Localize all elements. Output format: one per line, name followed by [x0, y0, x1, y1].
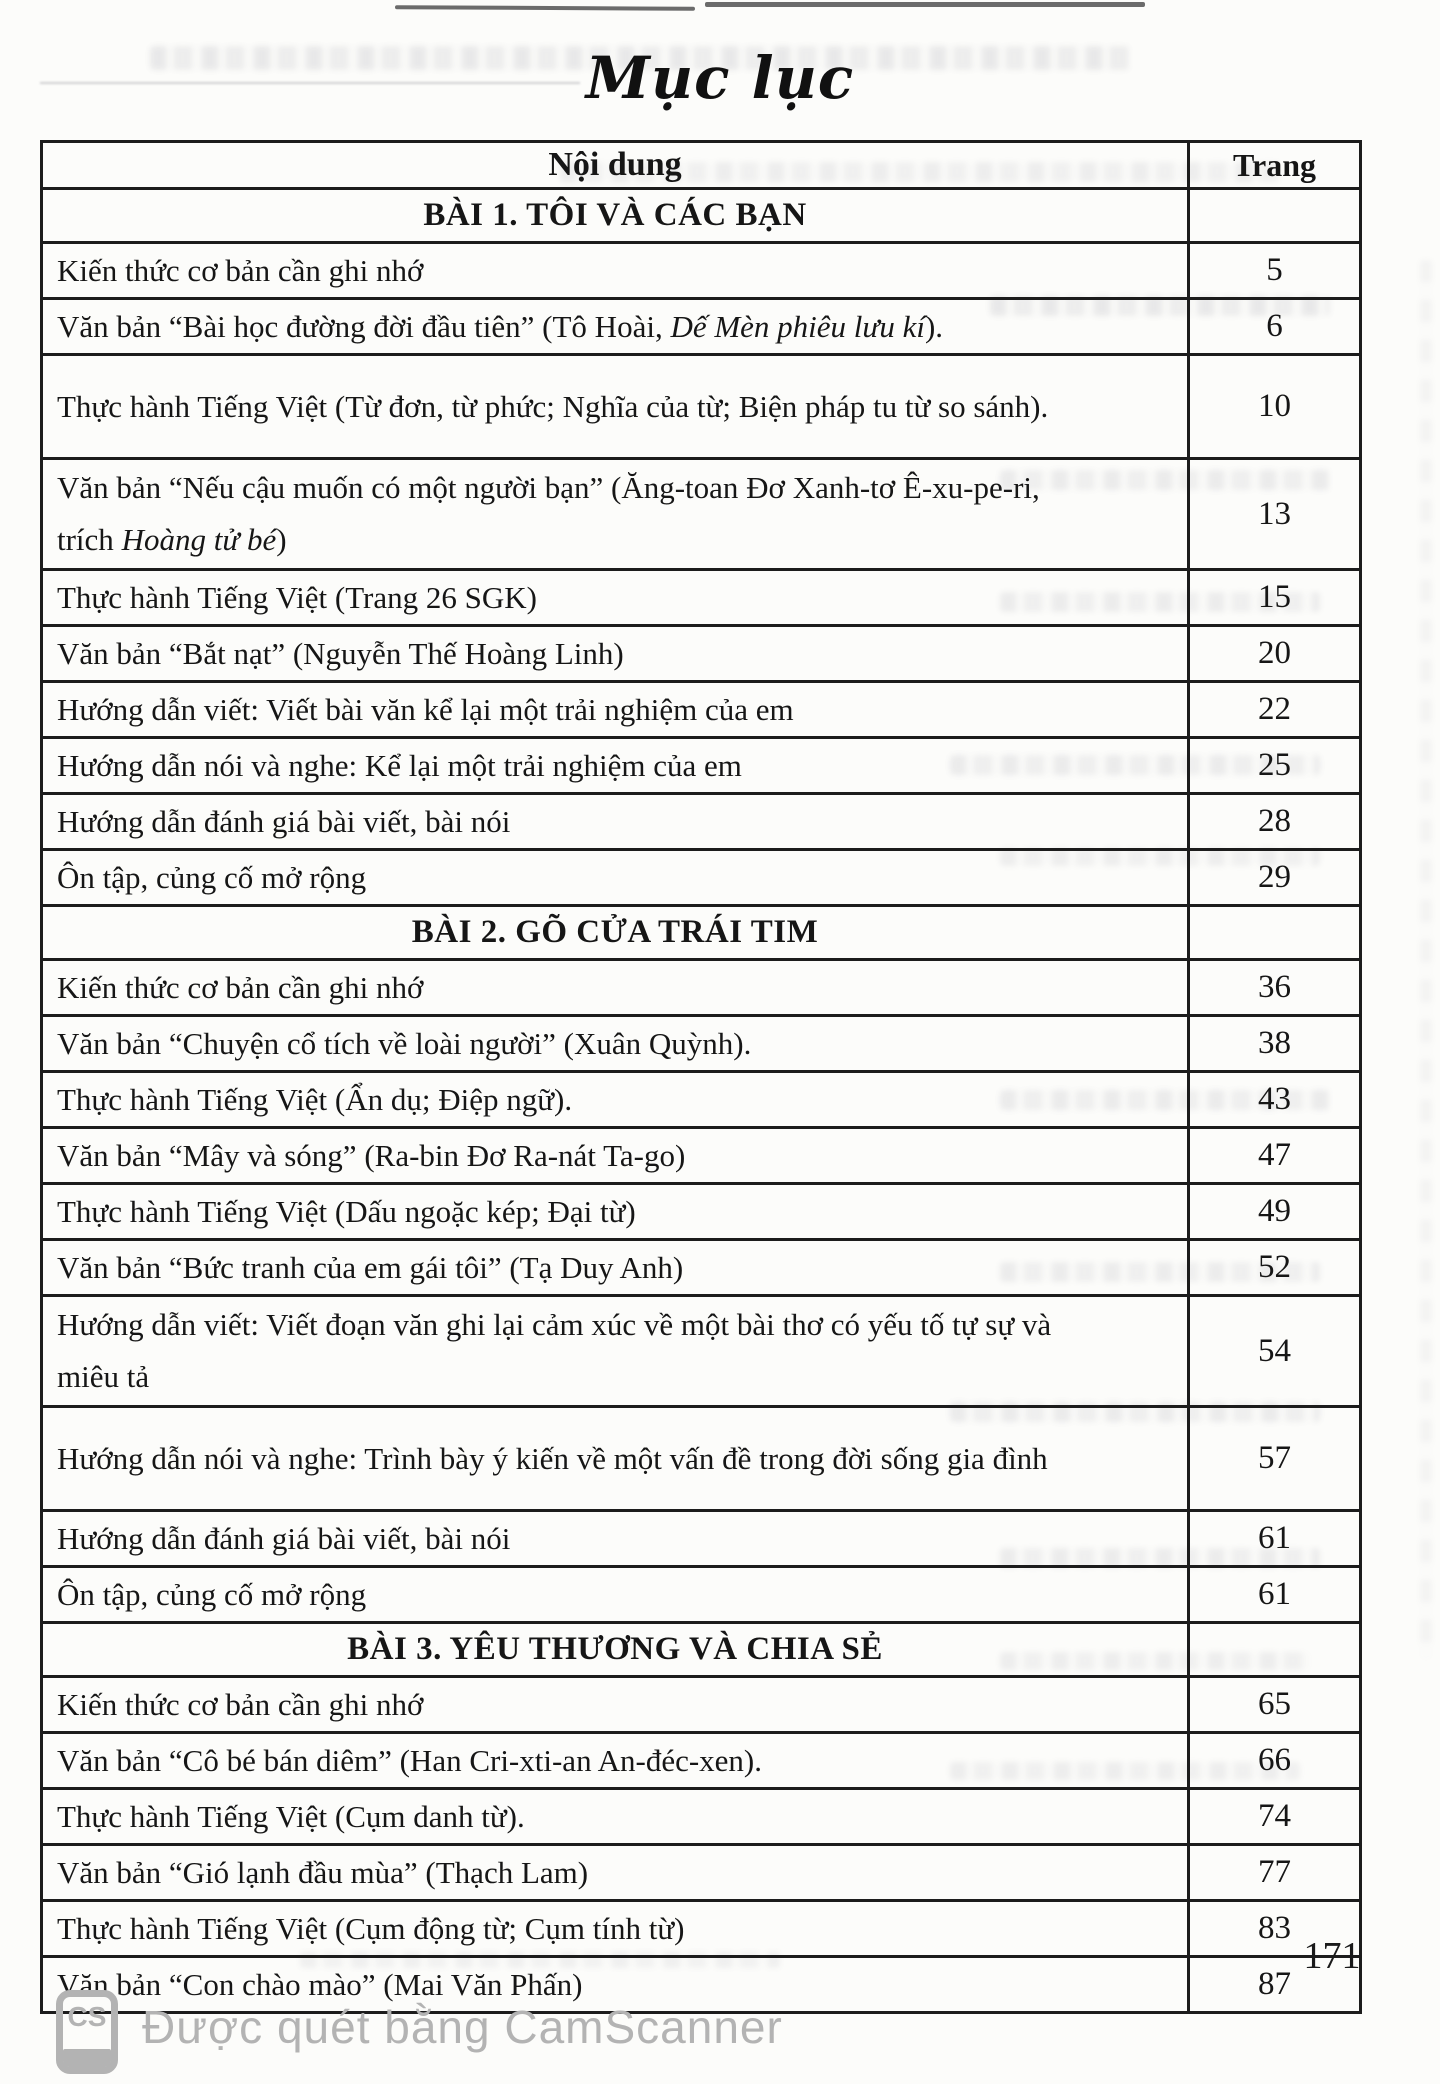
page-number-text: 22 — [1258, 691, 1291, 727]
toc-row-label-text — [57, 1187, 636, 1236]
toc-row — [43, 739, 1359, 795]
page-number-text: 74 — [1258, 1798, 1291, 1834]
toc-row — [43, 1512, 1359, 1568]
section-header-row — [43, 907, 1359, 961]
toc-label-text: Kiến thức cơ bản cần ghi nhớ — [57, 970, 424, 1005]
camscanner-logo-text: CS — [67, 2001, 107, 2032]
toc-row-page — [1187, 571, 1359, 624]
toc-row — [43, 1846, 1359, 1902]
toc-row-label — [43, 300, 1187, 353]
page-number-text: 15 — [1258, 579, 1291, 615]
toc-row — [43, 627, 1359, 683]
page-number-text: 6 — [1266, 308, 1283, 344]
toc-row — [43, 851, 1359, 907]
toc-row-label-text — [57, 963, 423, 1012]
toc-row-label — [43, 1734, 1187, 1787]
toc-row-label-text — [57, 302, 943, 351]
toc-label-after: ). — [924, 309, 944, 344]
page-number-text: 5 — [1266, 252, 1283, 288]
toc-row-page — [1187, 739, 1359, 792]
section-page-cell — [1187, 190, 1359, 241]
toc-table — [40, 140, 1362, 2014]
page-number: 171 — [1303, 1935, 1361, 1977]
page-number-text: 61 — [1258, 1520, 1291, 1556]
toc-label-text: Văn bản “Nếu cậu muốn có một người bạn” (Ăng-toan Đơ Xanh-tơ Ê-xu-pe-ri, trích — [57, 470, 1040, 557]
section-title: BÀI 2. GÕ CỬA TRÁI TIM — [411, 914, 819, 950]
section-header-row — [43, 1624, 1359, 1678]
page-number-text: 28 — [1258, 803, 1291, 839]
toc-row — [43, 1902, 1359, 1958]
toc-row-label-text — [57, 1433, 1048, 1485]
toc-label-text: Ôn tập, củng cố mở rộng — [57, 1577, 367, 1612]
section-page-cell — [1187, 1624, 1359, 1675]
toc-label-text: Kiến thức cơ bản cần ghi nhớ — [57, 253, 424, 288]
toc-header-page: Trang — [1187, 143, 1359, 187]
toc-label-text: Văn bản “Bài học đường đời đầu tiên” (Tô Hoài, — [57, 309, 671, 344]
toc-row-label-text — [57, 1075, 572, 1124]
page-number-text: 65 — [1258, 1686, 1291, 1722]
toc-row — [43, 244, 1359, 300]
toc-label-text: Hướng dẫn nói và nghe: Trình bày ý kiến về một vấn đề trong đời sống gia đình — [57, 1440, 1048, 1476]
toc-row — [43, 1241, 1359, 1297]
toc-row-page — [1187, 1129, 1359, 1182]
toc-label-text: Hướng dẫn đánh giá bài viết, bài nói — [57, 1521, 511, 1556]
toc-row — [43, 356, 1359, 460]
toc-row-label — [43, 1678, 1187, 1731]
toc-label-text: Văn bản “Bắt nạt” (Nguyễn Thế Hoàng Linh) — [57, 636, 624, 671]
page-number-text: 52 — [1258, 1249, 1291, 1285]
toc-row — [43, 1297, 1359, 1408]
page-number-text: 83 — [1258, 1910, 1291, 1946]
toc-row-label — [43, 739, 1187, 792]
section-title: BÀI 1. TÔI VÀ CÁC BẠN — [423, 197, 807, 233]
toc-row — [43, 1790, 1359, 1846]
toc-row-label — [43, 571, 1187, 624]
toc-row-page — [1187, 1846, 1359, 1899]
toc-row — [43, 571, 1359, 627]
toc-row-label — [43, 1129, 1187, 1182]
toc-header-row — [43, 143, 1359, 190]
toc-row-label — [43, 627, 1187, 680]
toc-row-label — [43, 1512, 1187, 1565]
toc-header-content: Nội dung — [548, 146, 682, 183]
toc-label-text: Hướng dẫn viết: Viết đoạn văn ghi lại cảm xúc về một bài thơ có yếu tố tự sự và miêu tả — [57, 1307, 1052, 1394]
toc-row-label-text — [57, 1792, 525, 1841]
toc-row — [43, 300, 1359, 356]
toc-row-label — [43, 1902, 1187, 1955]
page-number-text: 43 — [1258, 1081, 1291, 1117]
toc-row-page — [1187, 356, 1359, 457]
toc-row-page — [1187, 1568, 1359, 1621]
toc-row — [43, 961, 1359, 1017]
toc-row-page — [1187, 1241, 1359, 1294]
page-number-text: 29 — [1258, 859, 1291, 895]
toc-row-page — [1187, 1017, 1359, 1070]
toc-row-label-text — [57, 1736, 762, 1785]
toc-row — [43, 1185, 1359, 1241]
section-title: BÀI 3. YÊU THƯƠNG VÀ CHIA SẺ — [347, 1631, 883, 1667]
toc-row — [43, 1017, 1359, 1073]
toc-row-page — [1187, 244, 1359, 297]
toc-row-label — [43, 1073, 1187, 1126]
toc-row-label-text — [57, 1243, 683, 1292]
toc-row-label — [43, 1185, 1187, 1238]
toc-label-text: Ôn tập, củng cố mở rộng — [57, 860, 367, 895]
toc-row-label — [43, 1846, 1187, 1899]
toc-row-label — [43, 1017, 1187, 1070]
toc-label-italic: Dế Mèn phiêu lưu kí — [670, 309, 925, 344]
toc-row-label-text — [57, 1019, 751, 1068]
toc-row-label — [43, 1568, 1187, 1621]
toc-row — [43, 1678, 1359, 1734]
toc-label-text: Thực hành Tiếng Việt (Cụm động từ; Cụm tính từ) — [57, 1911, 685, 1946]
toc-row-label — [43, 460, 1187, 568]
camscanner-logo-base — [63, 2049, 111, 2067]
toc-row-label — [43, 1408, 1187, 1509]
toc-row-label-text — [57, 1904, 685, 1953]
toc-row-page — [1187, 683, 1359, 736]
scan-caption: Được quét bằng CamScanner — [142, 2001, 783, 2053]
toc-label-text: Văn bản “Chuyện cổ tích về loài người” (Xuân Quỳnh). — [57, 1026, 752, 1061]
toc-label-italic: Hoàng tử bé — [121, 522, 277, 557]
toc-label-text: Hướng dẫn đánh giá bài viết, bài nói — [57, 804, 511, 839]
toc-label-after: ) — [276, 522, 287, 557]
toc-label-text: Văn bản “Con chào mào” (Mai Văn Phấn) — [57, 1967, 583, 2002]
toc-row-label — [43, 1297, 1187, 1405]
page-number-text: 13 — [1258, 495, 1291, 532]
toc-row-page — [1187, 300, 1359, 353]
toc-label-text: Hướng dẫn viết: Viết bài văn kể lại một trải nghiệm của em — [57, 692, 794, 727]
toc-row — [43, 460, 1359, 571]
page-number-text: 49 — [1258, 1193, 1291, 1229]
toc-row — [43, 795, 1359, 851]
toc-label-text: Thực hành Tiếng Việt (Ẩn dụ; Điệp ngữ). — [57, 1082, 573, 1117]
toc-row-label-text — [57, 797, 510, 846]
toc-label-text: Văn bản “Mây và sóng” (Ra-bin Đơ Ra-nát Ta-go) — [57, 1138, 686, 1173]
page-number-text: 77 — [1258, 1854, 1291, 1890]
page-number-text: 61 — [1258, 1576, 1291, 1612]
toc-row — [43, 1073, 1359, 1129]
bleed-through-smudge — [1420, 260, 1432, 1660]
toc-row-label — [43, 244, 1187, 297]
toc-row-label-text — [57, 1131, 685, 1180]
toc-label-text: Văn bản “Bức tranh của em gái tôi” (Tạ Duy Anh) — [57, 1250, 684, 1285]
page-number-text: 38 — [1258, 1025, 1291, 1061]
toc-row-page — [1187, 460, 1359, 568]
toc-label-text: Kiến thức cơ bản cần ghi nhớ — [57, 1687, 424, 1722]
toc-row-label — [43, 851, 1187, 904]
toc-row-label — [43, 961, 1187, 1014]
toc-row-page — [1187, 1185, 1359, 1238]
toc-row-label — [43, 795, 1187, 848]
toc-row-label-text — [57, 462, 1087, 566]
toc-row-page — [1187, 627, 1359, 680]
toc-label-text: Văn bản “Gió lạnh đầu mùa” (Thạch Lam) — [57, 1855, 589, 1890]
toc-row-label-text — [57, 573, 537, 622]
toc-label-text: Thực hành Tiếng Việt (Trang 26 SGK) — [57, 580, 537, 615]
toc-row-label-text — [57, 1680, 423, 1729]
section-page-cell — [1187, 907, 1359, 958]
page-number-text: 47 — [1258, 1137, 1291, 1173]
toc-row — [43, 1408, 1359, 1512]
page-title: Mục lục — [585, 44, 855, 112]
toc-row-label-text — [57, 246, 423, 295]
toc-label-text: Hướng dẫn nói và nghe: Kể lại một trải nghiệm của em — [57, 748, 742, 783]
page-number-text: 25 — [1258, 747, 1291, 783]
toc-row-page — [1187, 961, 1359, 1014]
toc-row-page — [1187, 1678, 1359, 1731]
page-number-text: 87 — [1258, 1966, 1291, 2002]
scan-edge-artifact — [395, 5, 695, 11]
toc-row-page — [1187, 1734, 1359, 1787]
page-number-text: 36 — [1258, 969, 1291, 1005]
toc-label-text: Thực hành Tiếng Việt (Từ đơn, từ phức; Nghĩa của từ; Biện pháp tu từ so sánh). — [57, 388, 1049, 424]
toc-row-label — [43, 683, 1187, 736]
toc-row-page — [1187, 1408, 1359, 1509]
toc-row — [43, 1568, 1359, 1624]
toc-row-label — [43, 1241, 1187, 1294]
toc-label-text: Văn bản “Cô bé bán diêm” (Han Cri-xti-an An-đéc-xen). — [57, 1743, 762, 1778]
toc-row — [43, 683, 1359, 739]
toc-label-text: Thực hành Tiếng Việt (Cụm danh từ). — [57, 1799, 525, 1834]
toc-row-page — [1187, 1297, 1359, 1405]
toc-row-page — [1187, 1073, 1359, 1126]
toc-row-label-text — [57, 381, 1048, 433]
toc-row — [43, 1734, 1359, 1790]
section-header-row — [43, 190, 1359, 244]
scan-edge-artifact — [705, 2, 1145, 7]
page-number-text: 66 — [1258, 1742, 1291, 1778]
toc-row-label-text — [57, 685, 794, 734]
toc-row-page — [1187, 1512, 1359, 1565]
toc-row-page — [1187, 851, 1359, 904]
toc-row-label-text — [57, 1299, 1087, 1403]
toc-row-page — [1187, 1790, 1359, 1843]
toc-row-label-text — [57, 629, 624, 678]
camscanner-logo-icon — [56, 1990, 118, 2074]
page-number-text: 20 — [1258, 635, 1291, 671]
page-number-text: 10 — [1258, 388, 1291, 424]
toc-row-label-text — [57, 1514, 510, 1563]
toc-row-page — [1187, 795, 1359, 848]
toc-row-label-text — [57, 741, 742, 790]
page-number-text: 54 — [1258, 1332, 1291, 1369]
toc-label-text: Thực hành Tiếng Việt (Dấu ngoặc kép; Đại từ) — [57, 1194, 636, 1229]
toc-row-label-text — [57, 853, 366, 902]
toc-row-label — [43, 356, 1187, 457]
toc-row-label-text — [57, 1570, 366, 1619]
toc-row-label — [43, 1790, 1187, 1843]
toc-row-label-text — [57, 1848, 588, 1897]
toc-row — [43, 1129, 1359, 1185]
page-number-text: 57 — [1258, 1440, 1291, 1476]
